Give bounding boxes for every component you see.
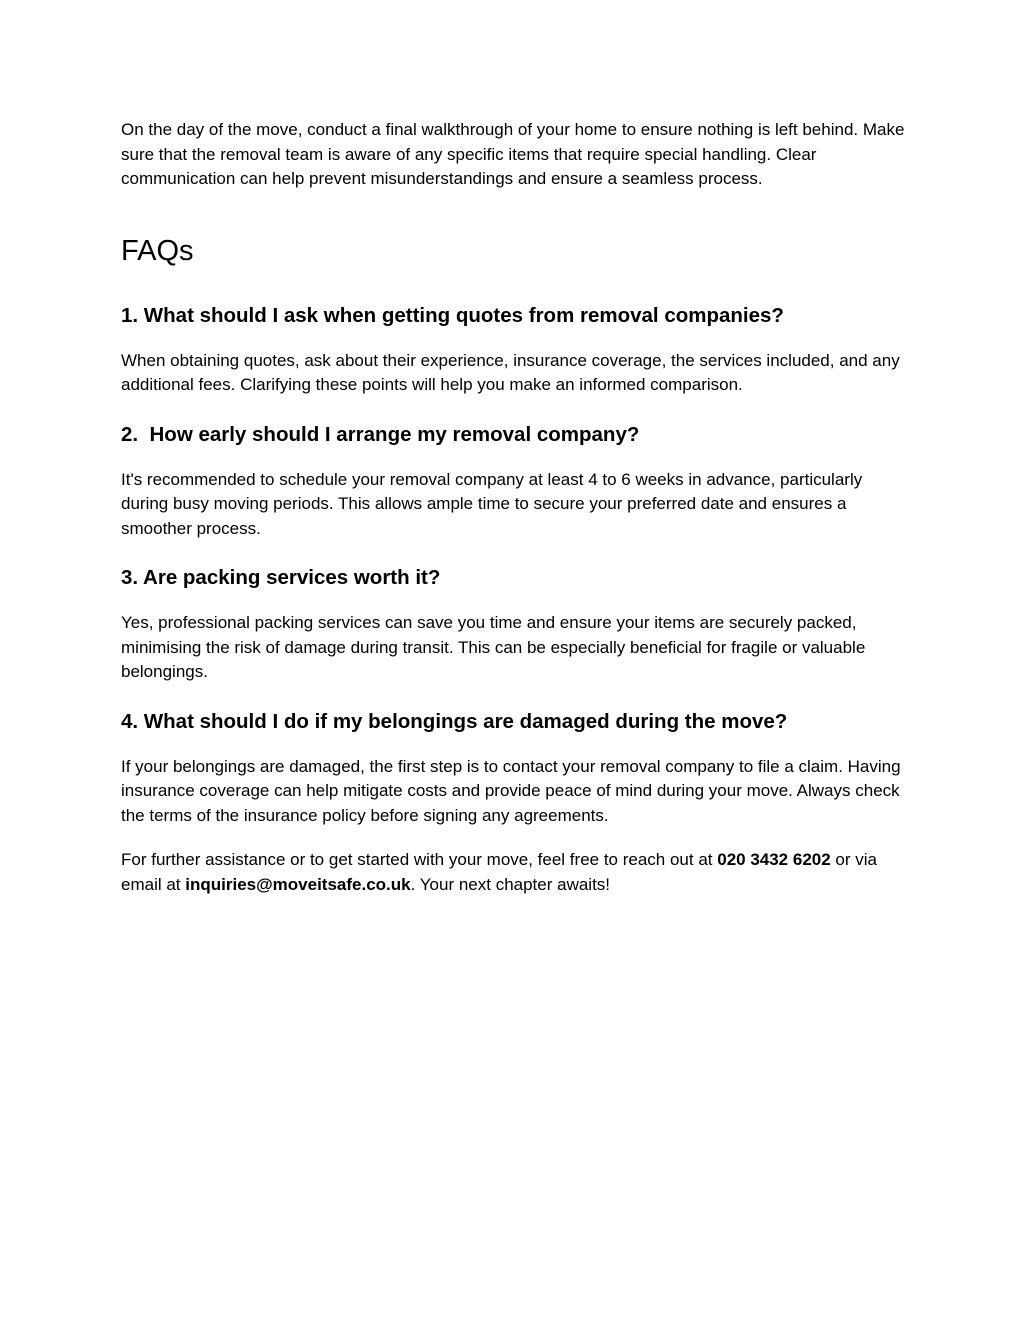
closing-paragraph [121, 848, 911, 897]
faq-item [121, 423, 911, 542]
closing-text: . Your next chapter awaits! [410, 874, 611, 894]
faq-answer: Yes, professional packing services can save you time and ensure your items are securely packed, minimising the risk of damage during transit. This can be especially beneficial for fragile or valuable belongings. [121, 613, 866, 681]
intro-paragraph: On the day of the move, conduct a final walkthrough of your home to ensure nothing is left behind. Make sure that the removal team is aware of any specific items that require special handling. Clear communication can help prevent misunderstandings and ensure a seamless process. [121, 120, 905, 188]
faq-question: 1. What should I ask when getting quotes from removal companies? [121, 303, 784, 327]
faq-question: 4. What should I do if my belongings are damaged during the move? [121, 709, 788, 733]
faq-item [121, 710, 911, 829]
closing-text: For further assistance or to get started with your move, feel free to reach out at [121, 850, 718, 869]
contact-phone: 020 3432 6202 [717, 850, 831, 869]
faq-item [121, 566, 911, 685]
faq-question: 2. How early should I arrange my removal company? [121, 422, 640, 446]
closing-text: or via email at [121, 850, 877, 894]
contact-email: inquiries@moveitsafe.co.uk [185, 874, 411, 894]
faq-question: 3. Are packing services worth it? [121, 566, 441, 589]
document-page [121, 118, 911, 897]
faq-item [121, 304, 911, 398]
faq-answer: If your belongings are damaged, the first step is to contact your removal company to file a claim. Having insurance coverage can help mitigate costs and provide peace of mind during your move. Always check the terms of the insurance policy before signing any agreements. [121, 756, 901, 825]
faq-answer: It's recommended to schedule your removal company at least 4 to 6 weeks in advance, particularly during busy moving periods. This allows ample time to secure your preferred date and ensures a smoother process. [121, 469, 863, 538]
faq-answer: When obtaining quotes, ask about their experience, insurance coverage, the services included, and any additional fees. Clarifying these points will help you make an informed comparison. [121, 350, 900, 394]
faq-heading: FAQs [121, 234, 194, 267]
